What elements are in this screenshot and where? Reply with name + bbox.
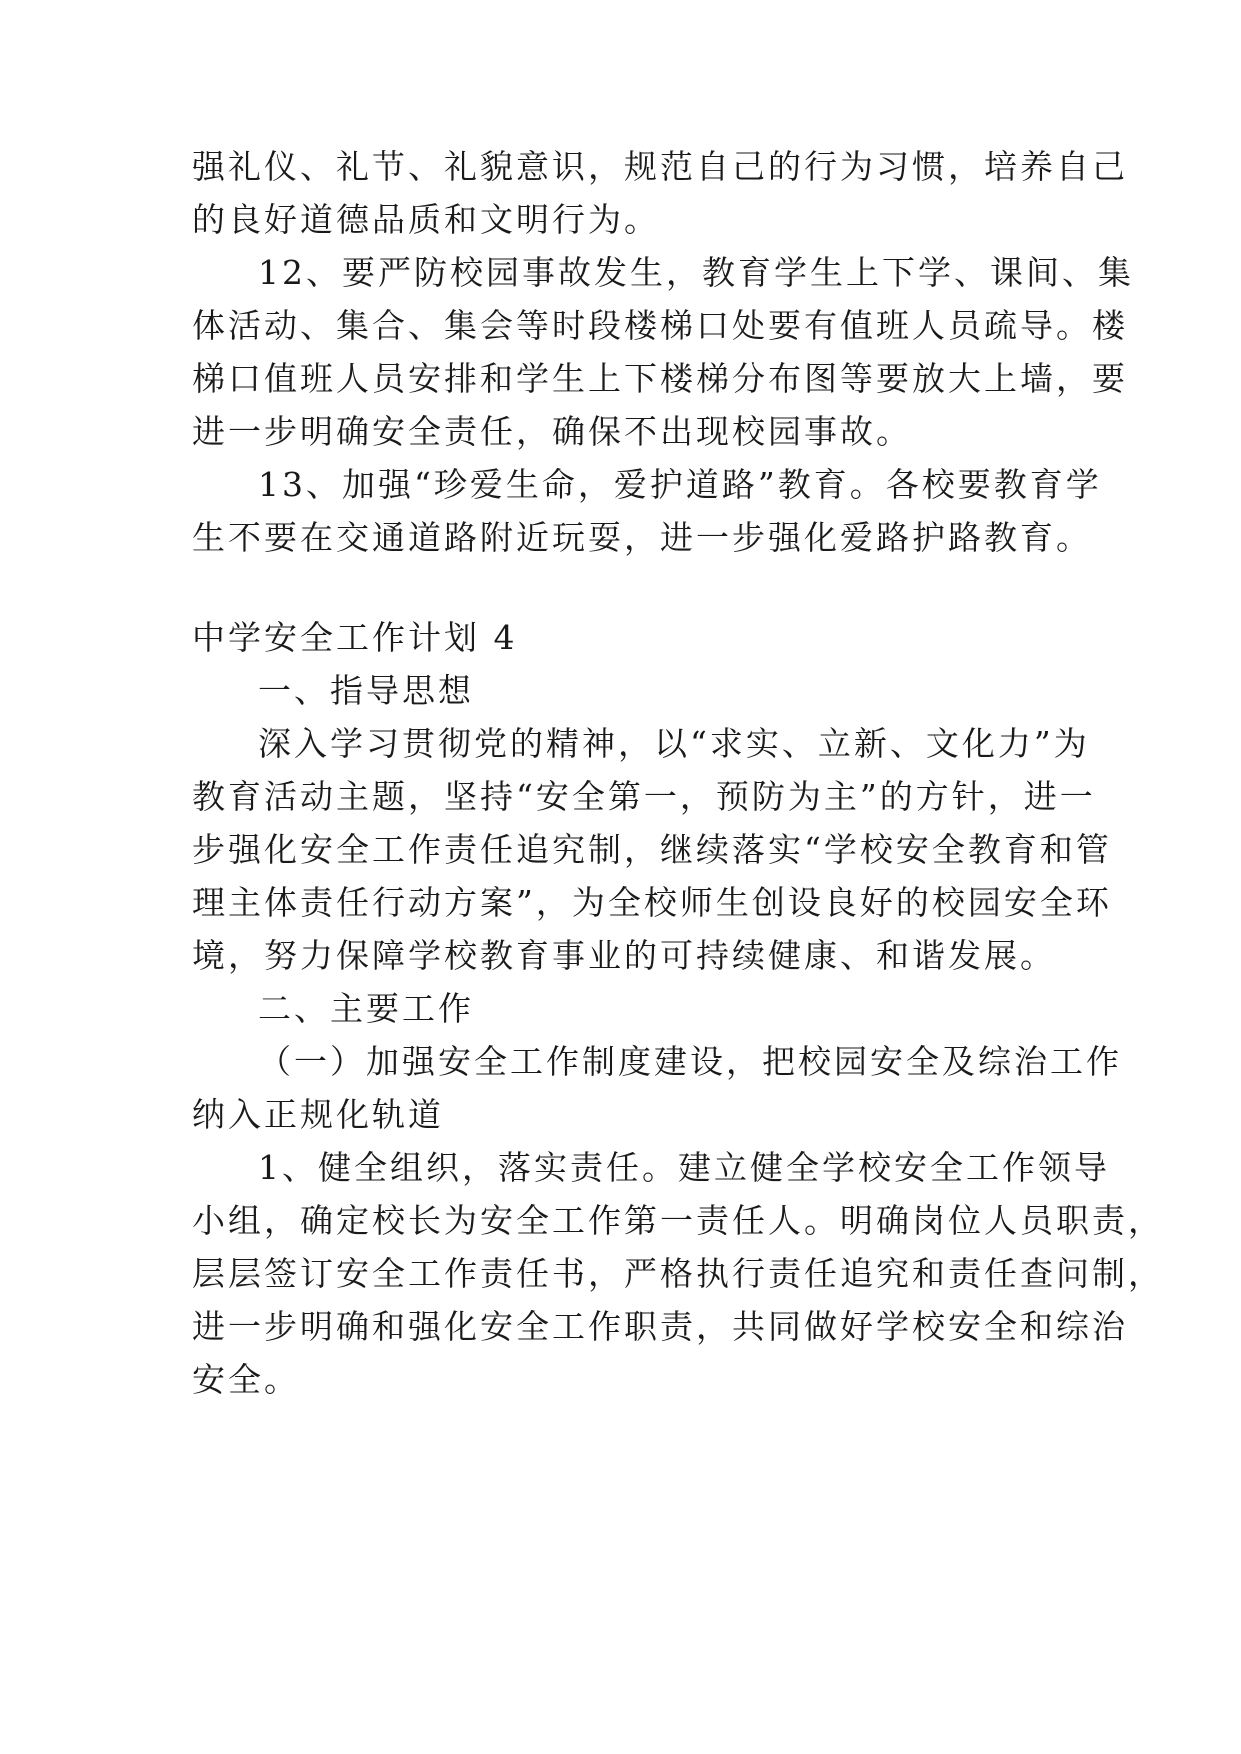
text-line: 教育活动主题，坚持“安全第一，预防为主”的方针，进一 <box>192 777 1096 816</box>
text-line: 强礼仪、礼节、礼貌意识，规范自己的行为习惯，培养自己 <box>192 147 1128 186</box>
text-line: 生不要在交通道路附近玩耍，进一步强化爱路护路教育。 <box>192 518 1092 557</box>
text-line: 的良好道德品质和文明行为。 <box>192 200 660 239</box>
heading-main-work: 二、主要工作 <box>258 989 474 1028</box>
subheading-line: （一）加强安全工作制度建设，把校园安全及综治工作 <box>258 1042 1122 1081</box>
text-line: 梯口值班人员安排和学生上下楼梯分布图等要放大上墙，要 <box>192 359 1128 398</box>
text-line: 进一步明确安全责任，确保不出现校园事故。 <box>192 412 912 451</box>
text-line: 进一步明确和强化安全工作职责，共同做好学校安全和综治 <box>192 1307 1128 1346</box>
subheading-line: 纳入正规化轨道 <box>192 1095 444 1134</box>
heading-guiding-ideology: 一、指导思想 <box>258 671 474 710</box>
paragraph-12-line: 12、要严防校园事故发生，教育学生上下学、课间、集 <box>258 253 1134 292</box>
text-line: 1、健全组织，落实责任。建立健全学校安全工作领导 <box>258 1148 1110 1187</box>
text-line: 理主体责任行动方案”，为全校师生创设良好的校园安全环 <box>192 883 1112 922</box>
text-line: 体活动、集合、集会等时段楼梯口处要有值班人员疏导。楼 <box>192 306 1128 345</box>
text-line: 小组，确定校长为安全工作第一责任人。明确岗位人员职责， <box>192 1201 1164 1240</box>
text-line: 层层签订安全工作责任书，严格执行责任追究和责任查问制， <box>192 1254 1164 1293</box>
text-line: 深入学习贯彻党的精神，以“求实、立新、文化力”为 <box>258 724 1090 763</box>
text-line: 境，努力保障学校教育事业的可持续健康、和谐发展。 <box>192 936 1056 975</box>
text-line: 安全。 <box>192 1360 300 1399</box>
text-line: 步强化安全工作责任追究制，继续落实“学校安全教育和管 <box>192 830 1112 869</box>
section-title: 中学安全工作计划 4 <box>192 618 518 657</box>
paragraph-13-line: 13、加强“珍爱生命，爱护道路”教育。各校要教育学 <box>258 465 1102 504</box>
